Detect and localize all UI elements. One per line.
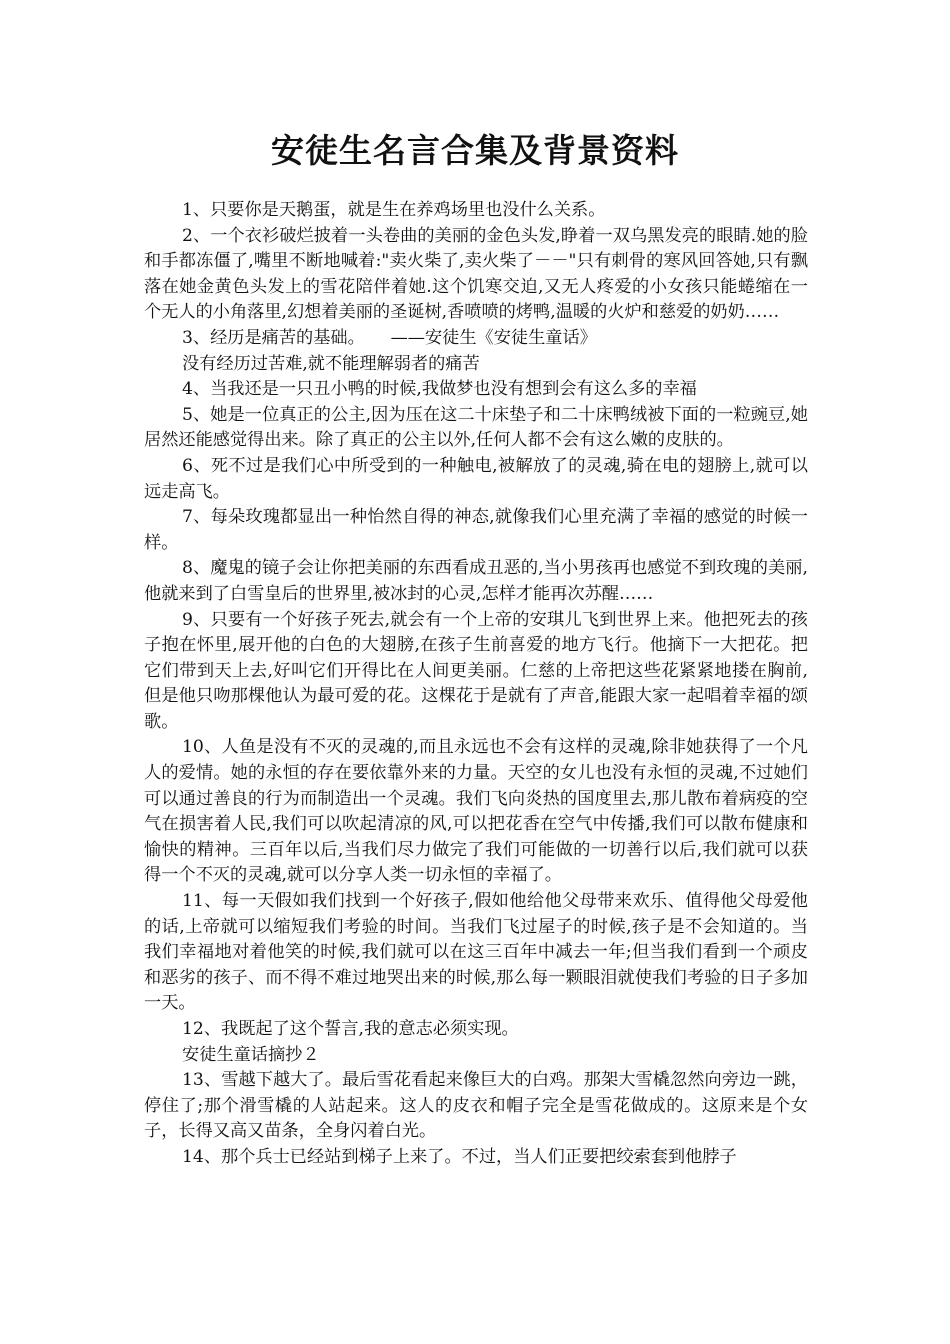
paragraph: 8、魔鬼的镜子会让你把美丽的东西看成丑恶的,当小男孩再也感觉不到玫瑰的美丽,他就来到了白雪皇后的世界里,被冰封的心灵,怎样才能再次苏醒…… xyxy=(144,558,808,604)
paragraph: 4、当我还是一只丑小鸭的时候,我做梦也没有想到会有这么多的幸福 xyxy=(182,379,697,400)
paragraph: 13、雪越下越大了。最后雪花看起来像巨大的白鸡。那架大雪橇忽然向旁边一跳，停住了;那个滑雪橇的人站起来。这人的皮衣和帽子完全是雪花做成的。这原来是个女子，长得又高又苗条，全身闪着白光。 xyxy=(144,1070,808,1142)
paragraph: 5、她是一位真正的公主,因为压在这二十床垫子和二十床鸭绒被下面的一粒豌豆,她居然还能感觉得出来。除了真正的公主以外,任何人都不会有这么嫩的皮肤的。 xyxy=(144,404,808,451)
paragraph: 3、经历是痛苦的基础。 ——安徒生《安徒生童话》 xyxy=(182,327,597,348)
paragraph: 10、人鱼是没有不灭的灵魂的,而且永远也不会有这样的灵魂,除非她获得了一个凡人的爱情。她的永恒的存在要依靠外来的力量。天空的女儿也没有永恒的灵魂,不过她们可以通过善良的行为而制造出一个灵魂。我们飞向炎热的国度里去,那儿散布着病疫的空气在损害着人民,我们可以吹起清凉的风,可以把花香在空气中传播,我们可以散布健康和愉快的精神。三百年以后,当我们尽力做完了我们可能做的一切善行以后,我们就可以获得一个不灭的灵魂,就可以分享人类一切永恒的幸福了。 xyxy=(144,737,808,886)
paragraph: 14、那个兵士已经站到梯子上来了。不过，当人们正要把绞索套到他脖子 xyxy=(182,1146,737,1167)
paragraph: 12、我既起了这个誓言,我的意志必须实现。 xyxy=(182,1019,519,1039)
document-title: 安徒生名言合集及背景资料 xyxy=(271,131,679,170)
paragraph: 9、只要有一个好孩子死去,就会有一个上帝的安琪儿飞到世界上来。他把死去的孩子抱在怀里,展开他的白色的大翅膀,在孩子生前喜爱的地方飞行。他摘下一大把花。把它们带到天上去,好叫它们开得比在人间更美丽。仁慈的上帝把这些花紧紧地搂在胸前,但是他只吻那棵他认为最可爱的花。这棵花于是就有了声音,能跟大家一起唱着幸福的颂歌。 xyxy=(144,609,808,732)
paragraph: 没有经历过苦难,就不能理解弱者的痛苦 xyxy=(182,353,480,374)
document-body xyxy=(144,198,808,1171)
paragraph: 7、每朵玫瑰都显出一种怡然自得的神态,就像我们心里充满了幸福的感觉的时候一样。 xyxy=(144,507,808,553)
section-subheading: 安徒生童话摘抄２ xyxy=(182,1044,320,1065)
paragraph: 2、一个衣衫破烂披着一头卷曲的美丽的金色头发,睁着一双乌黑发亮的眼睛.她的脸和手都冻僵了,嘴里不断地喊着:"卖火柴了,卖火柴了－－"只有刺骨的寒风回答她,只有飘落在她金黄色头发上的雪花陪伴着她.这个饥寒交迫,又无人疼爱的小女孩只能蜷缩在一个无人的小角落里,幻想着美丽的圣诞树,香喷喷的烤鸭,温暖的火炉和慈爱的奶奶…… xyxy=(144,225,808,323)
paragraph: 11、每一天假如我们找到一个好孩子,假如他给他父母带来欢乐、值得他父母爱他的话,上帝就可以缩短我们考验的时间。当我们飞过屋子的时候,孩子是不会知道的。当我们幸福地对着他笑的时候,我们就可以在这三百年中减去一年;但当我们看到一个顽皮和恶劣的孩子、而不得不难过地哭出来的时候,那么每一颗眼泪就使我们考验的日子多加一天。 xyxy=(144,891,808,1014)
paragraph: 6、死不过是我们心中所受到的一种触电,被解放了的灵魂,骑在电的翅膀上,就可以远走高飞。 xyxy=(144,455,808,502)
paragraph: 1、只要你是天鹅蛋，就是生在养鸡场里也没什么关系。 xyxy=(182,200,606,220)
